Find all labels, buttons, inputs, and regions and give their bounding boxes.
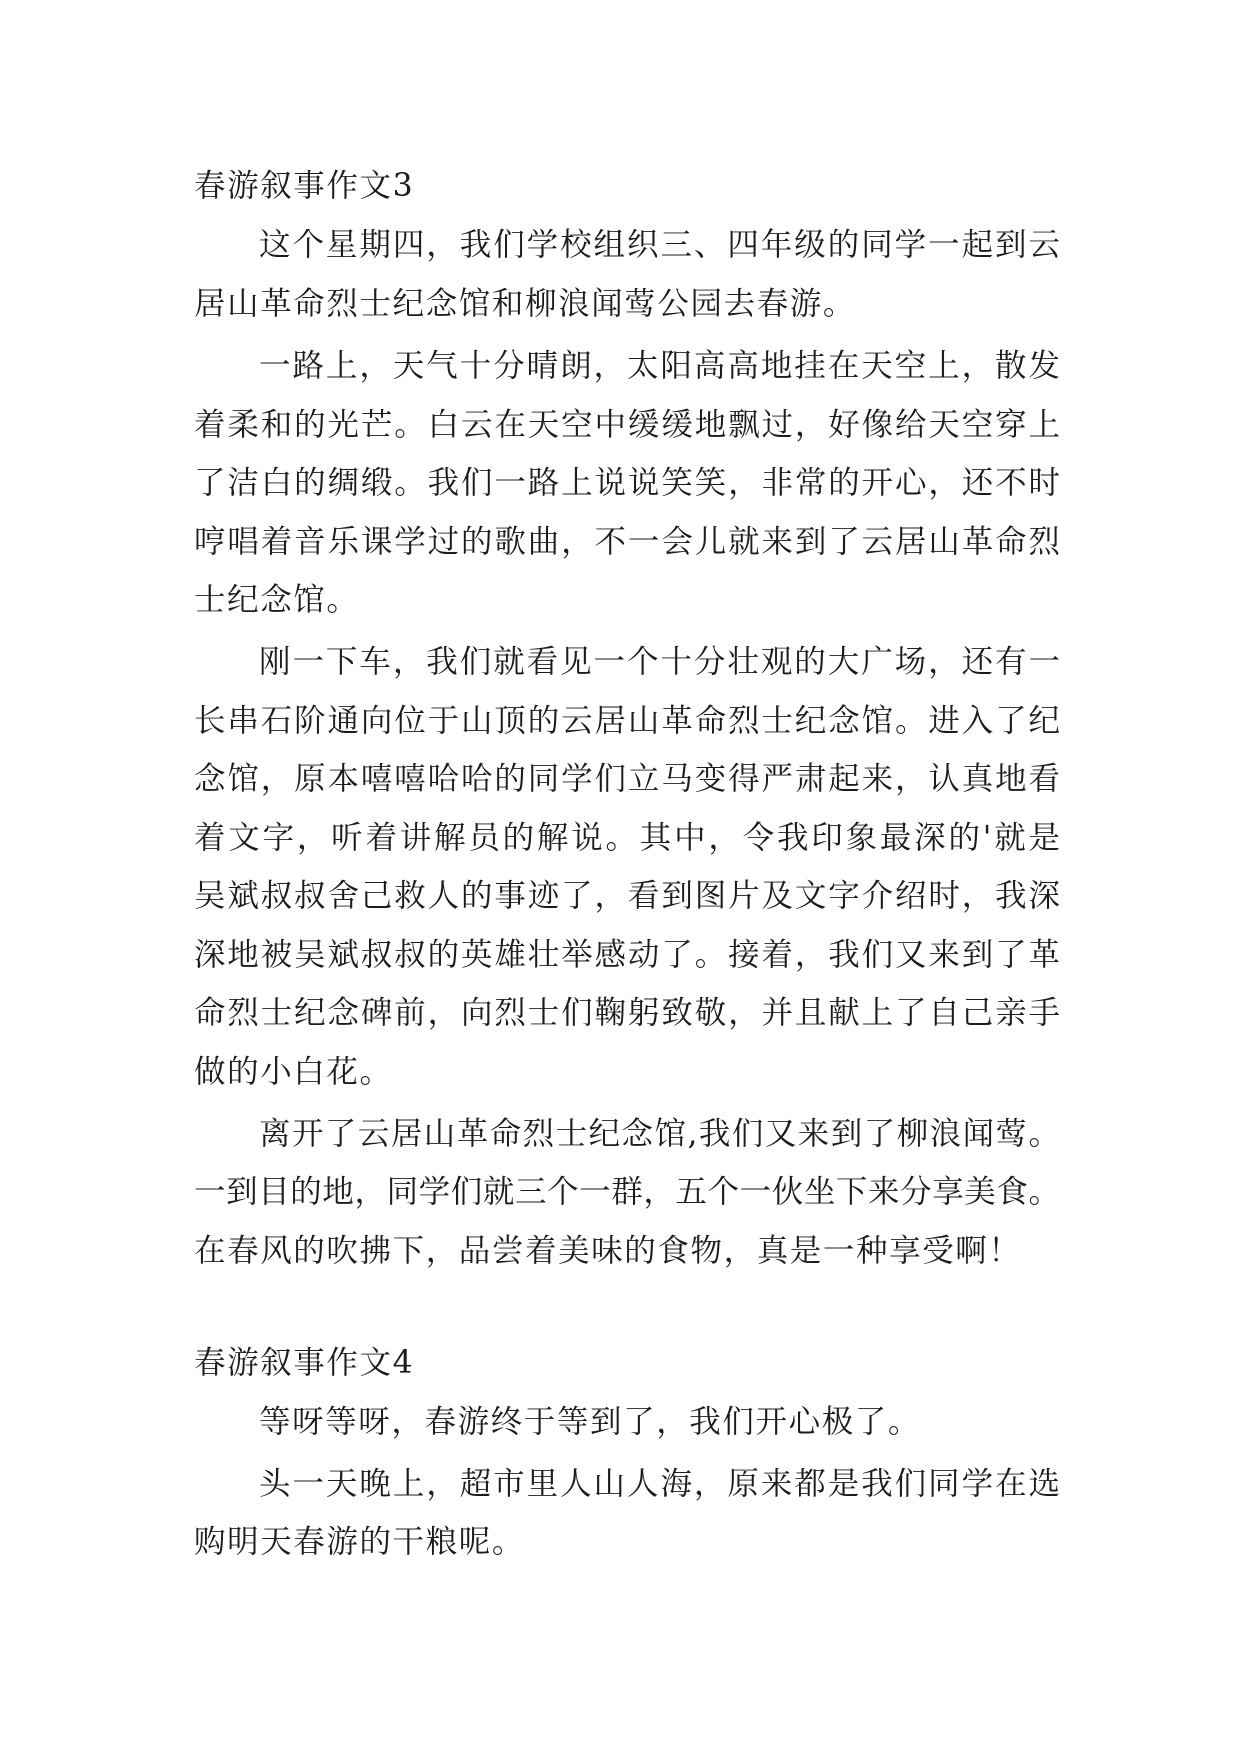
essay-title: 春游叙事作文4 [194,1345,415,1381]
paragraph-line: 购明天春游的干粮呢。 [194,1524,526,1560]
paragraph-line: 一路上，天气十分晴朗，太阳高高地挂在天空上，散发 [259,348,1060,384]
paragraph-line: 长串石阶通向位于山顶的云居山革命烈士纪念馆。进入了纪 [194,703,1060,739]
paragraph-line: 在春风的吹拂下，品尝着美味的食物，真是一种享受啊！ [194,1233,1022,1269]
essay-title: 春游叙事作文3 [194,168,415,204]
paragraph-line: 了洁白的绸缎。我们一路上说说笑笑，非常的开心，还不时 [194,465,1060,501]
paragraph-line: 做的小白花。 [194,1054,393,1090]
paragraph-line: 等呀等呀，春游终于等到了，我们开心极了。 [259,1404,922,1440]
paragraph-line: 念馆，原本嘻嘻哈哈的同学们立马变得严肃起来，认真地看 [194,761,1060,797]
paragraph-line: 离开了云居山革命烈士纪念馆,我们又来到了柳浪闻莺。 [259,1116,1060,1152]
paragraph-line: 这个星期四，我们学校组织三、四年级的同学一起到云 [259,227,1060,263]
paragraph-line: 着柔和的光芒。白云在天空中缓缓地飘过，好像给天空穿上 [194,407,1060,443]
paragraph-line: 居山革命烈士纪念馆和柳浪闻莺公园去春游。 [194,286,857,322]
paragraph-line: 刚一下车，我们就看见一个十分壮观的大广场，还有一 [259,644,1060,680]
paragraph-line: 头一天晚上，超市里人山人海，原来都是我们同学在选 [259,1466,1060,1502]
paragraph-line: 士纪念馆。 [194,582,360,618]
paragraph-line: 着文字，听着讲解员的解说。其中，令我印象最深的'就是 [194,820,1060,856]
paragraph-line: 一到目的地，同学们就三个一群，五个一伙坐下来分享美食。 [194,1174,1060,1210]
paragraph-line: 深地被吴斌叔叔的英雄壮举感动了。接着，我们又来到了革 [194,937,1060,973]
paragraph-line: 命烈士纪念碑前，向烈士们鞠躬致敬，并且献上了自己亲手 [194,995,1060,1031]
paragraph-line: 哼唱着音乐课学过的歌曲，不一会儿就来到了云居山革命烈 [194,524,1060,560]
paragraph-line: 吴斌叔叔舍己救人的事迹了，看到图片及文字介绍时，我深 [194,878,1060,914]
